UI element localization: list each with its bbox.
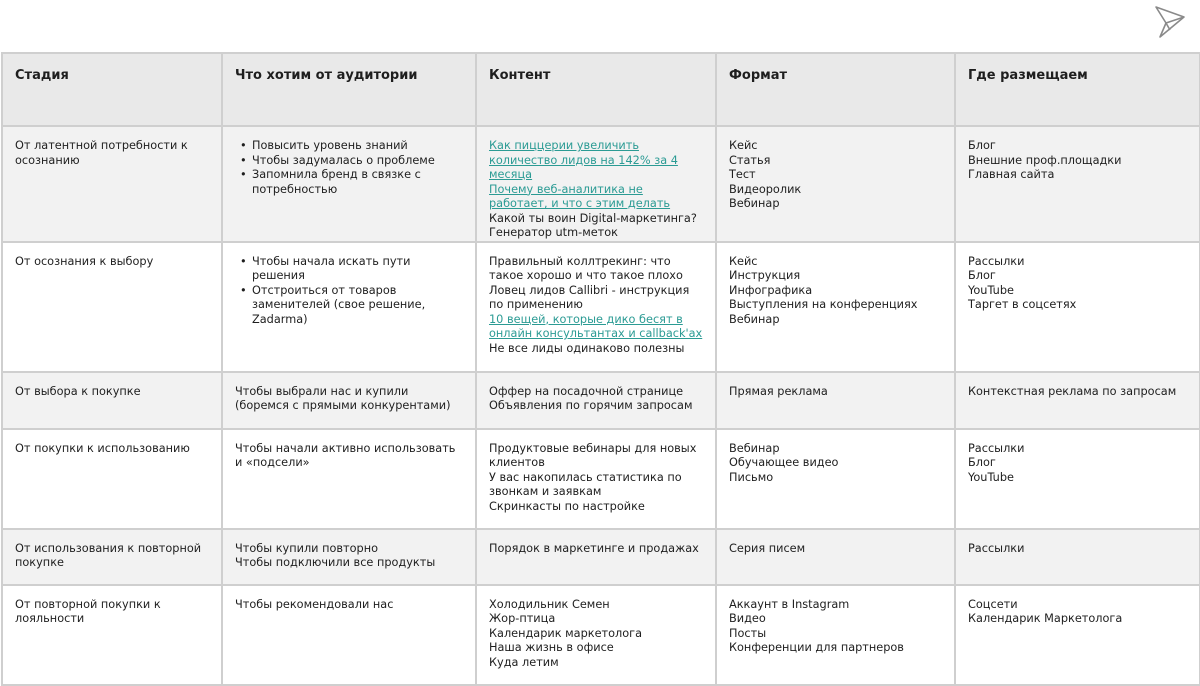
content-link[interactable]: Как пиццерии увеличить количество лидов на 142% за 4 месяца (489, 139, 678, 181)
goal-item: • Отстроиться от товаров заменителей (свое решение, Zadarma) (252, 284, 463, 328)
format-item: Выступления на конференциях (729, 298, 918, 311)
stage-cell: От покупки к использованию (2, 429, 222, 529)
format-item: Вебинар (729, 197, 780, 210)
content-item: Порядок в маркетинге и продажах (489, 541, 699, 555)
format-item: Кейс (729, 254, 758, 268)
placement-item: YouTube (968, 470, 1014, 484)
header-content: Контент (476, 53, 716, 126)
goal-item: Чтобы купили повторно (235, 541, 379, 555)
goals-list (235, 139, 463, 197)
content-link[interactable]: 10 вещей, которые дико бесят в онлайн консультантах и callback'ах (489, 312, 703, 340)
header-format: Формат (716, 53, 955, 126)
stage-cell: От латентной потребности к осознанию (2, 126, 222, 242)
content-item: У вас накопилась статистика по звонкам и заявкам (489, 470, 682, 498)
placement-item: Контекстная реклама по запросам (968, 384, 1177, 398)
format-item: Вебинар (729, 441, 780, 455)
format-item: Серия писем (729, 541, 806, 555)
stage-cell: От выбора к покупке (2, 372, 222, 429)
paper-plane-icon (1150, 3, 1188, 41)
format-item: Конференции для партнеров (729, 641, 904, 654)
format-item: Кейс (729, 139, 758, 152)
table-row (2, 372, 1200, 429)
placement-item: Таргет в соцсетях (968, 298, 1077, 311)
placement-item: Соцсети (968, 597, 1018, 611)
format-cell (716, 126, 955, 242)
goals-cell (222, 242, 476, 372)
content-cell (476, 126, 716, 242)
content-item: Скринкасты по настройке (489, 499, 645, 513)
content-item: Продуктовые вебинары для новых клиентов (489, 441, 697, 469)
goals-list (235, 255, 463, 328)
content-cell (476, 529, 716, 585)
format-cell (716, 242, 955, 372)
placement-cell (955, 529, 1200, 585)
format-item: Прямая реклама (729, 384, 828, 398)
goal-item: Чтобы начали активно использовать и «подсели» (235, 441, 456, 469)
goals-cell (222, 585, 476, 685)
placement-cell (955, 126, 1200, 242)
format-item: Видеоролик (729, 182, 802, 196)
placement-item: Блог (968, 269, 996, 282)
placement-item: Главная сайта (968, 168, 1055, 181)
content-item: Календарик маркетолога (489, 626, 643, 640)
stage-cell: От осознания к выбору (2, 242, 222, 372)
content-cell (476, 242, 716, 372)
content-strategy-table (1, 52, 1200, 686)
format-item: Аккаунт в Instagram (729, 597, 850, 611)
format-item: Статья (729, 153, 771, 167)
content-cell (476, 372, 716, 429)
content-item: Куда летим (489, 655, 559, 669)
format-cell (716, 372, 955, 429)
format-item: Вебинар (729, 312, 780, 326)
content-link[interactable]: Почему веб-аналитика не работает, и что с этим делать (489, 182, 671, 210)
placement-cell (955, 429, 1200, 529)
goals-cell (222, 126, 476, 242)
goal-item: • Запомнила бренд в связке с потребностью (252, 168, 463, 197)
goal-item: • Чтобы задумалась о проблеме (252, 154, 463, 169)
placement-item: Внешние проф.площадки (968, 153, 1122, 167)
table-row (2, 242, 1200, 372)
goals-cell (222, 529, 476, 585)
header-row (2, 53, 1200, 126)
goal-item: Чтобы выбрали нас и купили (боремся с прямыми конкурентами) (235, 384, 451, 412)
format-cell (716, 529, 955, 585)
content-item: Оффер на посадочной странице (489, 384, 684, 398)
format-item: Инфографика (729, 283, 813, 297)
placement-item: Рассылки (968, 254, 1025, 268)
content-item: Холодильник Семен (489, 597, 610, 611)
format-item: Обучающее видео (729, 456, 839, 469)
stage-cell: От повторной покупки к лояльности (2, 585, 222, 685)
table-row (2, 529, 1200, 585)
placement-item: Рассылки (968, 441, 1025, 455)
format-item: Видео (729, 612, 766, 625)
format-cell (716, 429, 955, 529)
content-cell (476, 429, 716, 529)
goal-item: Чтобы подключили все продукты (235, 556, 436, 569)
content-item: Жор-птица (489, 612, 556, 625)
stage-cell: От использования к повторной покупке (2, 529, 222, 585)
header-goals: Что хотим от аудитории (222, 53, 476, 126)
format-item: Посты (729, 626, 767, 640)
table-row (2, 585, 1200, 685)
placement-item: YouTube (968, 283, 1014, 297)
content-item: Объявления по горячим запросам (489, 399, 693, 412)
goal-item: Чтобы рекомендовали нас (235, 597, 394, 611)
format-cell (716, 585, 955, 685)
goal-item: • Чтобы начала искать пути решения (252, 255, 463, 284)
content-item: Наша жизнь в офисе (489, 641, 614, 654)
placement-item: Блог (968, 456, 996, 469)
format-item: Тест (729, 168, 756, 181)
format-item: Письмо (729, 470, 774, 484)
content-item: Какой ты воин Digital-маркетинга? (489, 211, 697, 225)
goal-item: • Повысить уровень знаний (252, 139, 463, 154)
placement-cell (955, 372, 1200, 429)
table-row (2, 429, 1200, 529)
placement-item: Календарик Маркетолога (968, 612, 1123, 625)
content-cell (476, 585, 716, 685)
placement-item: Блог (968, 139, 996, 152)
placement-cell (955, 242, 1200, 372)
header-placement: Где размещаем (955, 53, 1200, 126)
content-item: Генератор utm-меток (489, 226, 618, 239)
header-stage: Стадия (2, 53, 222, 126)
goals-cell (222, 372, 476, 429)
content-item: Ловец лидов Callibri - инструкция по применению (489, 283, 690, 311)
content-item: Не все лиды одинаково полезны (489, 341, 685, 355)
format-item: Инструкция (729, 269, 801, 282)
goals-cell (222, 429, 476, 529)
content-item: Правильный коллтрекинг: что такое хорошо и что такое плохо (489, 254, 683, 282)
placement-item: Рассылки (968, 541, 1025, 555)
placement-cell (955, 585, 1200, 685)
table-row (2, 126, 1200, 242)
